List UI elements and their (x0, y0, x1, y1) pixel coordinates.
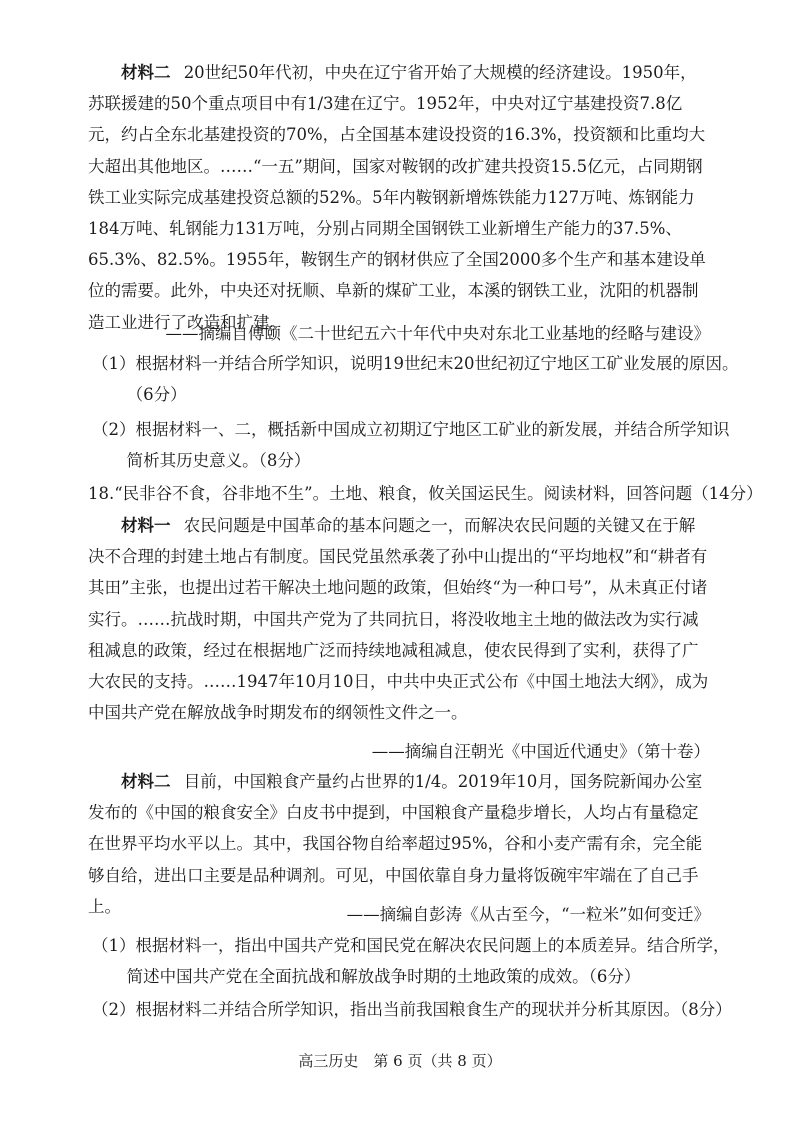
q17-question-1: （1）根据材料一并结合所学知识，说明19世纪末20世纪初辽宁地区工矿业发展的原因。（6分） (92, 354, 739, 405)
q18-question-1: （1）根据材料一，指出中国共产党和国民党在解决农民问题上的本质差异。结合所学，简述中国共产党在全面抗战和解放战争时期的土地政策的成效。（6分） (92, 936, 730, 987)
q17-material-2 (88, 57, 710, 338)
q18-material-1-source: ——摘编自汪朝光《中国近代通史》（第十卷） (371, 742, 710, 761)
q17-question-2: （2）根据材料一、二，概括新中国成立初期辽宁地区工矿业的新发展，并结合所学知识简析其历史意义。（8分） (92, 420, 730, 471)
q18-material-1 (88, 510, 710, 728)
q17-material-2-source: ——摘编自傅颐《二十世纪五六十年代中央对东北工业基地的经略与建设》 (165, 324, 710, 343)
q18-material-2-source: ——摘编自彭涛《从古至今，“一粒米”如何变迁》 (346, 905, 710, 924)
material-text: 农民问题是中国革命的基本问题之一，而解决农民问题的关键又在于解决不合理的封建土地占有制度。国民党虽然承袭了孙中山提出的“平均地权”和“耕者有其田”主张，也提出过若干解决土地问题的政策，但始终“为一种口号”，从未真正付诸实行。……抗战时期，中国共产党为了共同抗日，将没收地主土地的做法改为实行减租减息的政策，经过在根据地广泛而持续地减租减息，使农民得到了实利，获得了广大农民的支持。……1947年10月10日，中共中央正式公布《中国土地法大纲》，成为中国共产党在解放战争时期发布的纲领性文件之一。 (88, 516, 709, 723)
q18-question-2: （2）根据材料二并结合所学知识，指出当前我国粮食生产的现状并分析其原因。（8分） (92, 1000, 732, 1019)
page-footer: 高三历史 第 6 页（共 8 页） (298, 1052, 502, 1070)
material-label: 材料一 (121, 516, 171, 535)
q18-material-2 (88, 766, 710, 922)
material-text: 目前，中国粮食产量约占世界的1/4。2019年10月，国务院新闻办公室发布的《中国的粮食安全》白皮书中提到，中国粮食产量稳步增长，人均占有量稳定在世界平均水平以上。其中，我国谷物自给率超过95%，谷和小麦产需有余，完全能够自给，进出口主要是品种调剂。可见，中国依靠自身力量将饭碗牢牢端在了自己手上。 (88, 772, 703, 916)
material-label: 材料二 (121, 63, 171, 82)
material-label: 材料二 (121, 772, 171, 791)
q18-title: 18.“民非谷不食，谷非地不生”。土地、粮食，攸关国运民生。阅读材料，回答问题（14分） (88, 484, 763, 503)
material-text: 20世纪50年代初，中央在辽宁省开始了大规模的经济建设。1950年，苏联援建的50个重点项目中有1/3建在辽宁。1952年，中央对辽宁基建投资7.8亿元，约占全东北基建投资的70%，占全国基本建设投资的16.3%，投资额和比重均大大超出其他地区。……“一五”期间，国家对鞍钢的改扩建共投资15.5亿元，占同期钢铁工业实际完成基建投资总额的52%。5年内鞍钢新增炼铁能力127万吨、炼钢能力184万吨、轧钢能力131万吨，分别占同期全国钢铁工业新增生产能力的37.5%、65.3%、82.5%。1955年，鞍钢生产的钢材供应了全国2000多个生产和基本建设单位的需要。此外，中央还对抚顺、阜新的煤矿工业，本溪的钢铁工业，沈阳的机器制造工业进行了改造和扩建。 (88, 63, 706, 332)
